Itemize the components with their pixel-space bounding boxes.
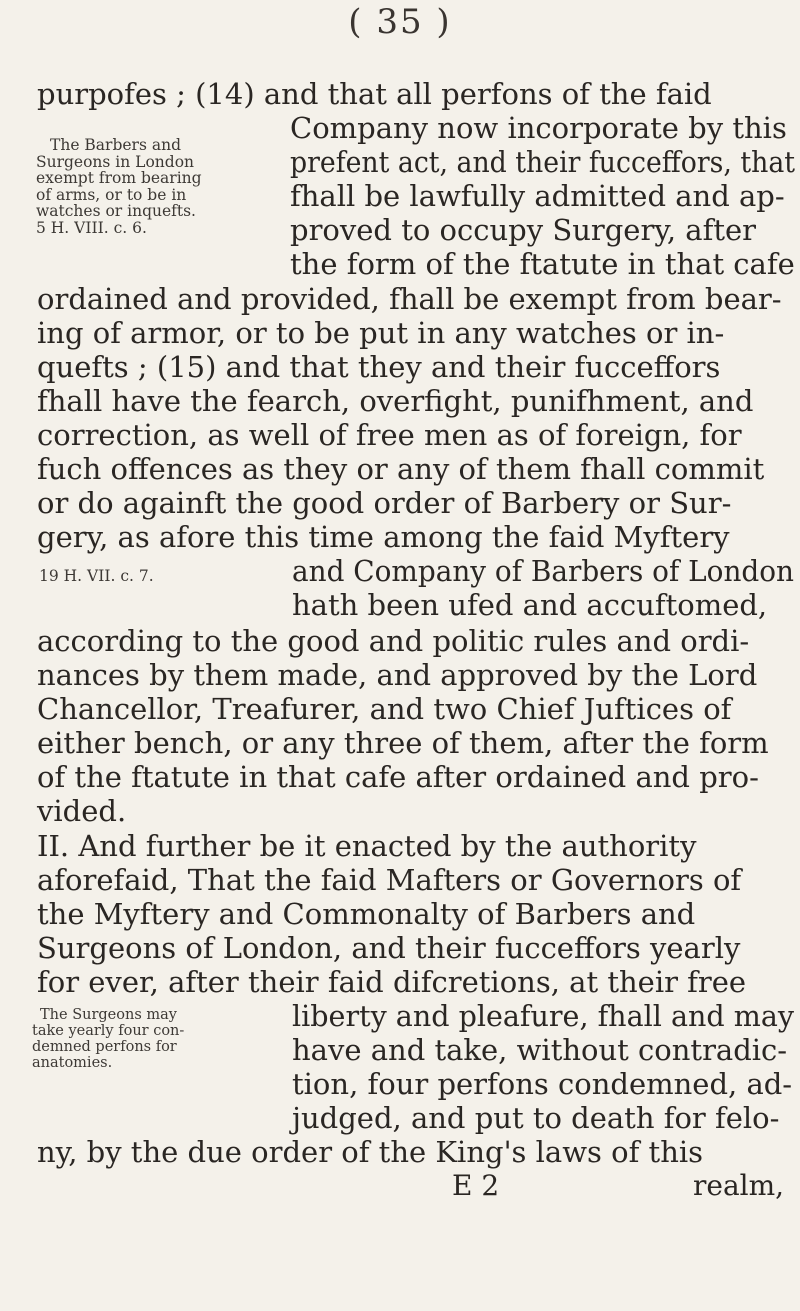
text-line: vided.: [37, 794, 127, 828]
text-line: of the ftatute in that cafe after ordained and pro-: [37, 760, 759, 794]
text-line: and Company of Barbers of London: [292, 554, 794, 588]
text-line: fuch offences as they or any of them fhall commit: [37, 452, 765, 486]
text-line: fhall be lawfully admitted and ap-: [290, 179, 785, 213]
margin-note-line: demned perfons for: [32, 1039, 177, 1055]
margin-note-line: anatomies.: [32, 1055, 113, 1071]
text-line: correction, as well of free men as of foreign, for: [37, 418, 742, 452]
margin-note-line: 19 H. VII. c. 7.: [39, 567, 154, 585]
margin-note-line: take yearly four con-: [32, 1023, 185, 1039]
margin-note-exemption: [36, 137, 286, 236]
text-line: or do againft the good order of Barbery or Sur-: [37, 486, 732, 520]
page-number: ( 35 ): [348, 2, 452, 42]
text-line: judged, and put to death for felo-: [292, 1101, 780, 1135]
text-line: Chancellor, Treafurer, and two Chief Juftices of: [37, 692, 732, 726]
text-line: purpofes ; (14) and that all perfons of the faid: [37, 77, 712, 111]
text-line: II. And further be it enacted by the authority: [37, 829, 697, 863]
text-line: aforefaid, That the faid Mafters or Governors of: [37, 863, 742, 897]
text-line: proved to occupy Surgery, after: [290, 213, 756, 247]
text-line: nances by them made, and approved by the Lord: [37, 658, 758, 692]
text-line: have and take, without contradic-: [292, 1033, 788, 1067]
margin-note-line: 5 H. VIII. c. 6.: [36, 218, 147, 237]
text-line: ordained and provided, fhall be exempt from bear-: [37, 282, 782, 316]
text-line: Company now incorporate by this: [290, 111, 787, 145]
text-line: ny, by the due order of the King's laws of this: [37, 1135, 704, 1169]
catchword: realm,: [693, 1169, 785, 1202]
text-line: ing of armor, or to be put in any watches or in-: [37, 316, 725, 350]
text-line: for ever, after their faid difcretions, at their free: [37, 965, 747, 999]
margin-note-line: watches or inquefts.: [36, 202, 196, 220]
signature-mark: E 2: [452, 1169, 500, 1202]
text-line: the form of the ftatute in that cafe: [290, 247, 795, 281]
margin-note-line: of arms, or to be in: [36, 185, 187, 204]
text-line: according to the good and politic rules and ordi-: [37, 624, 750, 658]
margin-note-line: exempt from bearing: [36, 169, 202, 187]
margin-note-anatomies: [32, 1007, 282, 1071]
text-line: quefts ; (15) and that they and their fucceffors: [37, 350, 721, 384]
text-line: liberty and pleafure, fhall and may: [292, 999, 794, 1033]
margin-note-line: The Surgeons may: [40, 1007, 177, 1023]
margin-note-line: The Barbers and: [50, 136, 181, 154]
margin-note-line: Surgeons in London: [36, 152, 195, 171]
text-line: tion, four perfons condemned, ad-: [292, 1067, 793, 1101]
text-line: prefent act, and their fucceffors, that: [290, 145, 795, 179]
text-line: Surgeons of London, and their fucceffors yearly: [37, 931, 741, 965]
margin-note-statute: [39, 568, 289, 585]
text-line: either bench, or any three of them, after the form: [37, 726, 769, 760]
text-line: the Myftery and Commonalty of Barbers and: [37, 897, 696, 931]
text-line: gery, as afore this time among the faid Myftery: [37, 520, 730, 554]
text-line: hath been ufed and accuftomed,: [292, 588, 768, 622]
text-line: fhall have the fearch, overfight, punifhment, and: [37, 384, 754, 418]
